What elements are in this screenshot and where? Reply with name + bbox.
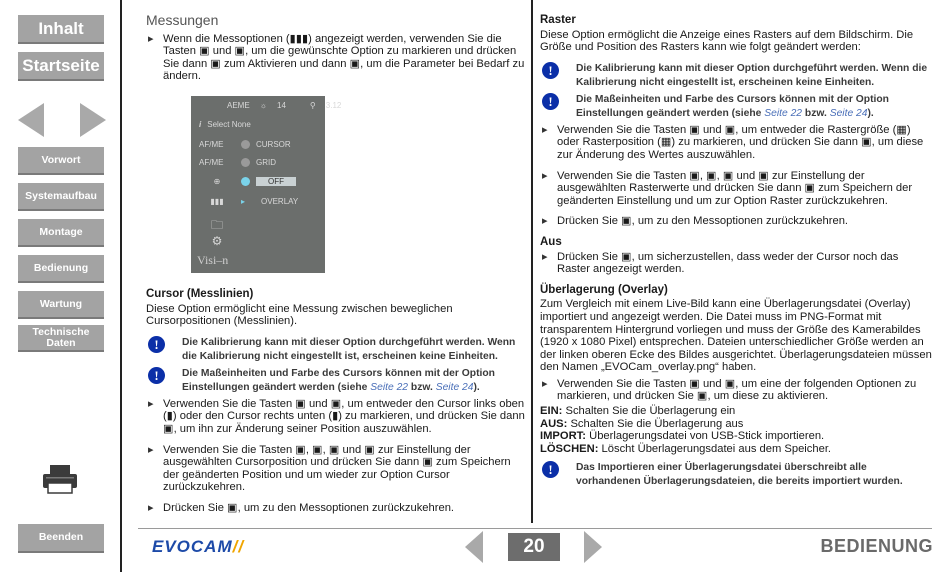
option-ein: [540, 405, 932, 418]
info-icon: !: [542, 93, 559, 110]
cursor-bullet-3: ▸ Drücken Sie ▣, um zu den Messoptionen zurückzukehren.: [146, 502, 526, 515]
import-note-text: Das Importieren einer Überlagerungsdatei überschreibt alle vorhandenen Überlagerungsdateien, die bereits importiert wurden.: [576, 462, 903, 488]
sidebar-item-montage[interactable]: Montage: [18, 219, 104, 247]
next-page-icon[interactable]: [584, 531, 602, 563]
device-select-label: Select None: [207, 120, 251, 129]
device-cursor-radio: [241, 140, 250, 149]
raster-calibration-note-text: Die Kalibrierung kann mit dieser Option durchgeführt werden. Wenn die Kalibrierung nicht eingestellt ist, erscheinen keine Einheiten.: [576, 62, 928, 88]
page-number: 20: [508, 533, 560, 561]
previous-page-arrow-icon[interactable]: [18, 103, 44, 137]
raster-units-note-end: ).: [867, 107, 874, 119]
raster-calibration-note: [540, 62, 932, 90]
info-icon: !: [148, 367, 165, 384]
option-aus: [540, 418, 932, 431]
sidebar-item-bedienung[interactable]: Bedienung: [18, 255, 104, 283]
sidebar-item-vorwort[interactable]: Vorwort: [18, 147, 104, 175]
calibration-note-text: Die Kalibrierung kann mit dieser Option durchgeführt werden. Wenn die Kalibrierung nicht eingestellt ist, erscheinen keine Einheiten.: [182, 336, 516, 362]
option-aus-text: Schalten Sie die Überlagerung aus: [567, 417, 744, 430]
previous-page-icon[interactable]: [465, 531, 483, 563]
logo-slash: //: [232, 537, 245, 556]
option-import-label: IMPORT:: [540, 430, 586, 443]
units-note-text: Die Maßeinheiten und Farbe des Cursors können mit der Option Einstellungen geändert werden (siehe: [182, 367, 495, 393]
raster-units-note: [540, 93, 932, 121]
link-seite-24[interactable]: Seite 24: [829, 107, 868, 119]
cursor-heading: Cursor (Messlinien): [146, 288, 254, 300]
option-import-text: Überlagerungsdatei von USB-Stick importieren.: [586, 430, 825, 443]
sidebar-item-systemaufbau[interactable]: Systemaufbau: [18, 183, 104, 211]
raster-units-note-text: Die Maßeinheiten und Farbe des Cursors können mit der Option Einstellungen geändert werden (siehe: [576, 93, 889, 119]
device-off-option: OFF: [256, 177, 296, 186]
cursor-section: [146, 288, 526, 523]
device-brightness-icon: ☼: [259, 101, 268, 110]
raster-heading: Raster: [540, 14, 576, 26]
link-seite-24[interactable]: Seite 24: [435, 381, 474, 393]
device-info-icon: i: [199, 120, 202, 129]
calibration-note: [146, 336, 526, 364]
device-top-label: AEME: [227, 101, 250, 110]
overlay-text: Zum Vergleich mit einem Live-Bild kann eine Überlagerungsdatei (Overlay) importiert und angezeigt werden. Die Datei muss im PNG-Format mit transparentem Hintergrund vorliegen und muss der Größe des Kamerabildes (1920 x 1080 Pixel) entsprechen. Dateien unterschiedlicher Größe werden an der linken oberen Ecke des Bildes ausgerichtet. Überlagerungsdateien müssen den Namen „EVOCam_overlay.png“ haben.: [540, 298, 932, 374]
option-import: [540, 430, 932, 443]
units-note: [146, 367, 526, 395]
option-loeschen-label: LÖSCHEN:: [540, 442, 599, 455]
next-page-arrow-icon[interactable]: [80, 103, 106, 137]
info-icon: !: [148, 336, 165, 353]
option-loeschen: [540, 443, 932, 456]
option-aus-label: AUS:: [540, 417, 568, 430]
printer-icon[interactable]: [43, 465, 77, 495]
device-brand-watermark: Visi–n: [197, 253, 229, 267]
sidebar-divider: [120, 0, 122, 572]
raster-units-note-mid: bzw.: [802, 107, 830, 119]
device-afme-label: AF/ME: [199, 140, 224, 149]
left-column: [146, 0, 526, 91]
sidebar-item-technische-daten[interactable]: Technische Daten: [18, 325, 104, 352]
link-seite-22[interactable]: Seite 22: [764, 107, 803, 119]
device-target-icon: ⊕: [213, 177, 221, 186]
sidebar: [0, 0, 121, 572]
device-overlay-option: OVERLAY: [261, 197, 299, 206]
units-note-end: ).: [473, 381, 480, 393]
column-divider: [531, 0, 533, 523]
aus-bullet: ▸ Drücken Sie ▣, um sicherzustellen, dass weder der Cursor noch das Raster angezeigt werden.: [540, 251, 932, 276]
device-zoom-value: 3.12: [325, 101, 342, 110]
raster-bullet-1: ▸ Verwenden Sie die Tasten ▣ und ▣, um entweder die Rastergröße (▦) oder Rasterposition (▦) zu markieren, und drücken Sie dann ▣, um diese zur Änderung des Wertes auszuwählen.: [540, 124, 932, 162]
option-ein-text: Schalten Sie die Überlagerung ein: [562, 405, 736, 418]
raster-text: Diese Option ermöglicht die Anzeige eines Rasters auf dem Bildschirm. Die Größe und Position des Rasters kann wie folgt geändert werden:: [540, 28, 914, 54]
section-title-messungen: Messungen: [146, 12, 219, 28]
device-zoom-icon: ⚲: [309, 101, 316, 110]
sidebar-item-wartung[interactable]: Wartung: [18, 291, 104, 319]
raster-bullet-3: ▸ Drücken Sie ▣, um zu den Messoptionen zurückzukehren.: [540, 215, 932, 228]
info-icon: !: [542, 461, 559, 478]
aus-heading: Aus: [540, 235, 562, 248]
raster-bullet-2: ▸ Verwenden Sie die Tasten ▣, ▣, ▣ und ▣ zur Einstellung der ausgewählten Rasterwerte und drücken Sie dann ▣ zum Speichern der geänderten Einstellung und um zur Option Raster zurückzukehren.: [540, 170, 932, 208]
logo-text: EVOCAM: [152, 537, 233, 556]
device-folder-icon: 🗀: [210, 218, 223, 232]
import-note: [540, 461, 932, 489]
device-top-value: 14: [277, 101, 286, 110]
cursor-bullet-1: ▸ Verwenden Sie die Tasten ▣ und ▣, um entweder den Cursor links oben (▮) oder den Cursor rechts unten (▮) zu markieren, und drücken Sie dann ▣, um ihn zur Änderung seiner Position auszuwählen.: [146, 398, 526, 436]
device-overlay-marker: ▸: [241, 197, 246, 206]
option-ein-label: EIN:: [540, 405, 563, 418]
overlay-heading: Überlagerung (Overlay): [540, 283, 668, 296]
units-note-mid: bzw.: [408, 381, 436, 393]
footer-section-name: BEDIENUNG: [820, 536, 933, 556]
cursor-text: Diese Option ermöglicht eine Messung zwischen beweglichen Cursorpositionen (Messlinien).: [146, 302, 453, 328]
option-loeschen-text: Löscht Überlagerungsdatei aus dem Speicher.: [598, 442, 832, 455]
evocam-logo: [152, 537, 244, 557]
inhalt-button[interactable]: Inhalt: [18, 15, 104, 44]
info-icon: !: [542, 62, 559, 79]
link-seite-22[interactable]: Seite 22: [370, 381, 409, 393]
footer-divider: [138, 528, 932, 529]
device-grid-option: GRID: [256, 158, 276, 167]
device-measure-icon: ▮▮▮: [210, 197, 224, 206]
device-menu-screenshot: [191, 96, 342, 273]
device-grid-radio: [241, 158, 250, 167]
startseite-button[interactable]: Startseite: [18, 52, 104, 81]
beenden-button[interactable]: Beenden: [18, 524, 104, 553]
intro-bullet: ▸ Wenn die Messoptionen (▮▮▮) angezeigt werden, verwenden Sie die Tasten ▣ und ▣, um die gewünschte Option zu markieren und drücken Sie dann ▣ zum Aktivieren und dann ▣, um die Parameter bei Bedarf zu ändern.: [146, 33, 526, 83]
device-off-radio: [241, 177, 250, 186]
device-settings-icon: ⚙: [211, 234, 223, 248]
device-cursor-option: CURSOR: [256, 140, 291, 149]
cursor-bullet-2: ▸ Verwenden Sie die Tasten ▣, ▣, ▣ und ▣ zur Einstellung der ausgewählten Cursorposition und drücken Sie dann ▣ zum Speichern der geänderten Position und um wieder zur Option Cursor zurückzukehren.: [146, 444, 526, 494]
device-afme-label-2: AF/ME: [199, 158, 224, 167]
right-column: [540, 14, 932, 492]
overlay-bullet: ▸ Verwenden Sie die Tasten ▣ und ▣, um eine der folgenden Optionen zu markieren, und drücken Sie ▣, um diese zu aktivieren.: [540, 378, 932, 403]
